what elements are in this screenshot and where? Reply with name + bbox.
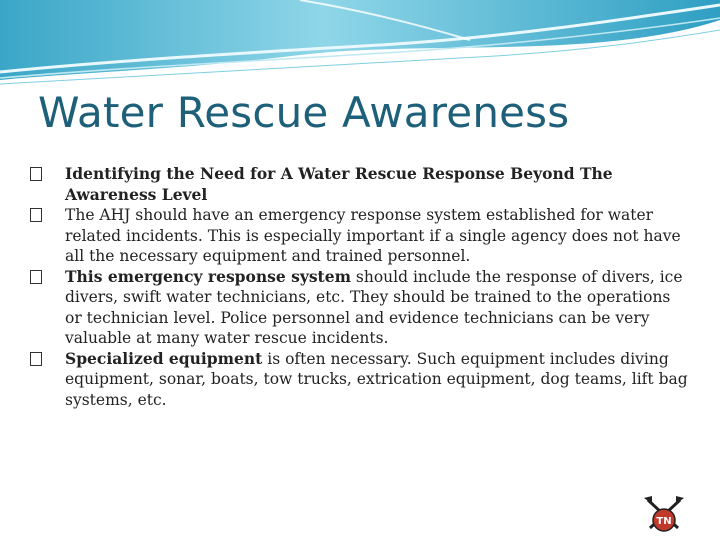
- bullet-square-icon: [30, 270, 42, 284]
- logo-text: TN: [656, 516, 672, 527]
- bullet-square-icon: [30, 167, 42, 181]
- bullet-item: [30, 164, 690, 205]
- header-wave-decoration: [0, 0, 720, 90]
- fire-department-logo-icon: [640, 494, 688, 536]
- bullet-item: [30, 349, 690, 411]
- bullet-bold-text: This emergency response system: [65, 266, 351, 286]
- bullet-bold-text: Identifying the Need for A Water Rescue Response Beyond The Awareness Level: [65, 164, 613, 204]
- bullet-square-icon: [30, 208, 42, 222]
- bullet-text: is often necessary. Such equipment includes diving equipment, sonar, boats, tow trucks, extrication equipment, dog teams, lift bag systems, etc.: [65, 349, 688, 409]
- bullet-list: [30, 164, 690, 410]
- bullet-bold-text: Specialized equipment: [65, 348, 263, 368]
- bullet-item: [30, 205, 690, 267]
- slide-title: Water Rescue Awareness: [38, 88, 570, 137]
- bullet-text: The AHJ should have an emergency response system established for water related incidents. This is especially important if a single agency does not have all the necessary equipment and trained personnel.: [65, 206, 681, 265]
- bullet-text: should include the response of divers, ice divers, swift water technicians, etc. They should be trained to the operations or technician level. Police personnel and evidence technicians can be very valuable at many water rescue incidents.: [65, 267, 683, 347]
- bullet-item: [30, 267, 690, 349]
- bullet-square-icon: [30, 352, 42, 366]
